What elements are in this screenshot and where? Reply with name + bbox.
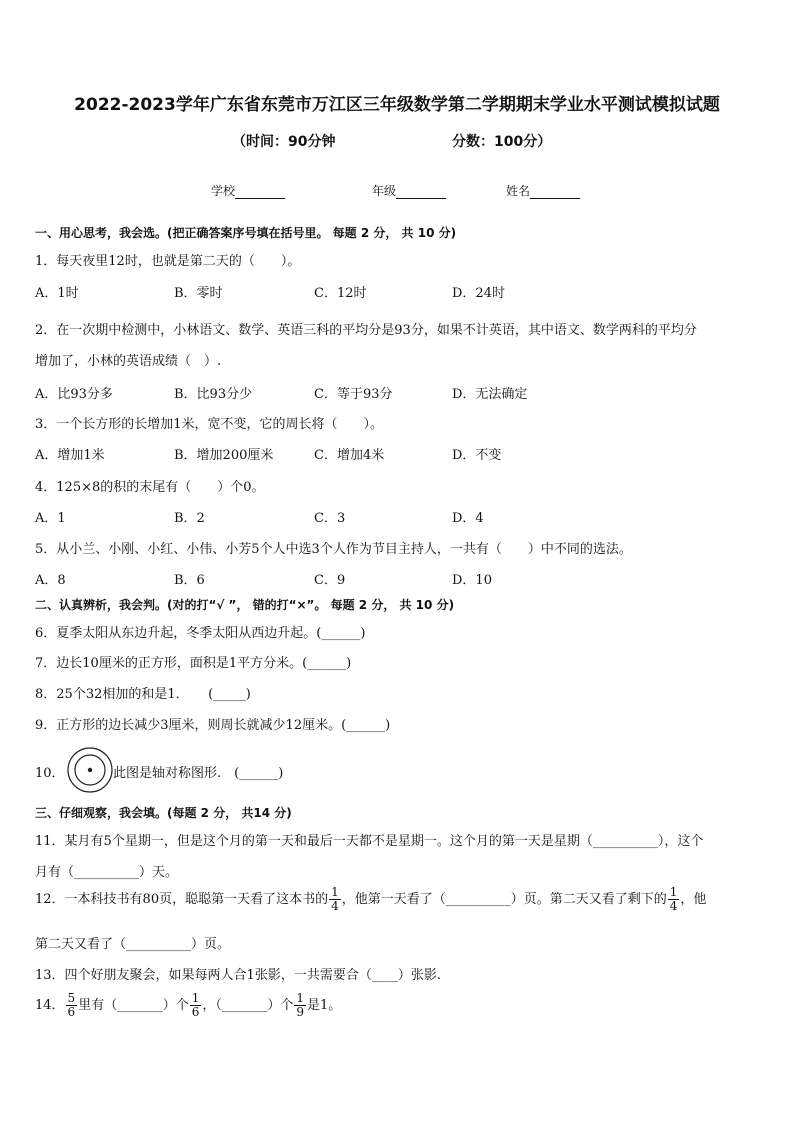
option-c: C．9	[314, 573, 346, 588]
school-field[interactable]	[235, 198, 285, 199]
fraction-one-ninth: $\frac{1}{9}$	[296, 991, 304, 1019]
time-label: （时间：90分钟	[232, 134, 336, 150]
question-10-number: 10．	[35, 766, 65, 781]
option-d: D．无法确定	[452, 387, 528, 402]
question-6: 6．夏季太阳从东边升起，冬季太阳从西边升起。(______)	[35, 626, 366, 641]
question-2-options	[35, 383, 755, 401]
question-5: 5．从小兰、小刚、小红、小伟、小芳5个人中选3个人作为节目主持人，一共有（ ）中不同的选法。	[35, 542, 632, 557]
section-2-heading: 二、认真辨析，我会判。(对的打“√ ”， 错的打“×”。 每题 2 分， 共 10 分)	[35, 598, 455, 612]
option-d: D．不变	[452, 448, 502, 463]
option-a: A．8	[35, 573, 66, 588]
question-7: 7．边长10厘米的正方形，面积是1平方分米。(______)	[35, 656, 352, 671]
question-2: 2．在一次期中检测中，小林语文、数学、英语三科的平均分是93分，如果不计英语，其中语文、数学两科的平均分	[35, 323, 697, 338]
question-13: 13．四个好朋友聚会，如果每两人合1张影，一共需要合（____）张影.	[35, 968, 441, 983]
name-label: 姓名	[506, 184, 531, 198]
option-a: A．增加1米	[35, 448, 105, 463]
option-c: C．增加4米	[314, 448, 385, 463]
question-14: 14． $\frac{5}{6}$ 里有（_______）个 $\frac{1}{6}$ ，（_______）个 $\frac{1}{9}$ 是1。	[35, 991, 342, 1019]
fraction-one-quarter: $\frac{1}{4}$	[331, 885, 339, 913]
question-3-options	[35, 444, 755, 462]
question-4-options	[35, 507, 755, 525]
school-label: 学校	[211, 184, 236, 198]
question-10: 此图是轴对称图形. (______)	[113, 766, 284, 781]
option-c: C．12时	[314, 286, 367, 301]
fraction-one-quarter: $\frac{1}{4}$	[669, 885, 678, 913]
fraction-one-sixth: $\frac{1}{6}$	[191, 991, 200, 1019]
grade-field[interactable]	[396, 198, 446, 199]
question-4: 4．125×8的积的末尾有（ ）个0。	[35, 480, 265, 495]
question-1: 1．每天夜里12时，也就是第二天的（ ）。	[35, 254, 301, 269]
question-12: 12．一本科技书有80页，聪聪第一天看了这本书的 $\frac{1}{4}$ ，他第一天看了（__________）页。第二天又看了剩下的 $\frac{1}{4}$ ，他	[35, 885, 707, 913]
fraction-five-sixths: $\frac{5}{6}$	[67, 991, 76, 1019]
question-11: 11．某月有5个星期一，但是这个月的第一天和最后一天都不是星期一。这个月的第一天是星期（__________），这个	[35, 834, 704, 849]
section-3-heading: 三、仔细观察，我会填。(每题 2 分， 共14 分)	[35, 806, 292, 820]
option-a: A．1时	[35, 286, 79, 301]
question-2-continued: 增加了，小林的英语成绩（ ）.	[35, 354, 222, 369]
option-d: D．4	[452, 511, 484, 526]
option-b: B．增加200厘米	[174, 448, 274, 463]
question-12-continued: 第二天又看了（__________）页。	[35, 937, 231, 952]
option-d: D．24时	[452, 286, 505, 301]
option-b: B．2	[174, 511, 205, 526]
option-d: D．10	[452, 573, 492, 588]
option-c: C．等于93分	[314, 387, 393, 402]
concentric-circles-figure	[66, 746, 114, 794]
name-field[interactable]	[530, 198, 580, 199]
page-title: 2022-2023学年广东省东莞市万江区三年级数学第二学期期末学业水平测试模拟试题	[74, 95, 720, 115]
question-9: 9．正方形的边长减少3厘米，则周长就减少12厘米。(______)	[35, 718, 391, 733]
option-c: C．3	[314, 511, 346, 526]
option-b: B．6	[174, 573, 205, 588]
exam-meta	[0, 131, 794, 151]
question-3: 3．一个长方形的长增加1米，宽不变，它的周长将（ ）。	[35, 417, 384, 432]
student-info	[0, 182, 794, 202]
option-a: A．1	[35, 511, 66, 526]
score-label: 分数：100分）	[452, 134, 552, 150]
grade-label: 年级	[372, 184, 397, 198]
question-1-options	[35, 282, 755, 300]
section-1-heading: 一、用心思考，我会选。(把正确答案序号填在括号里。 每题 2 分， 共 10 分)	[35, 226, 457, 240]
option-b: B．比93分少	[174, 387, 253, 402]
option-a: A．比93分多	[35, 387, 113, 402]
question-5-options	[35, 569, 755, 587]
question-11-continued: 月有（__________）天。	[35, 865, 179, 880]
option-b: B．零时	[174, 286, 223, 301]
question-8: 8．25个32相加的和是1． (_____)	[35, 687, 251, 702]
